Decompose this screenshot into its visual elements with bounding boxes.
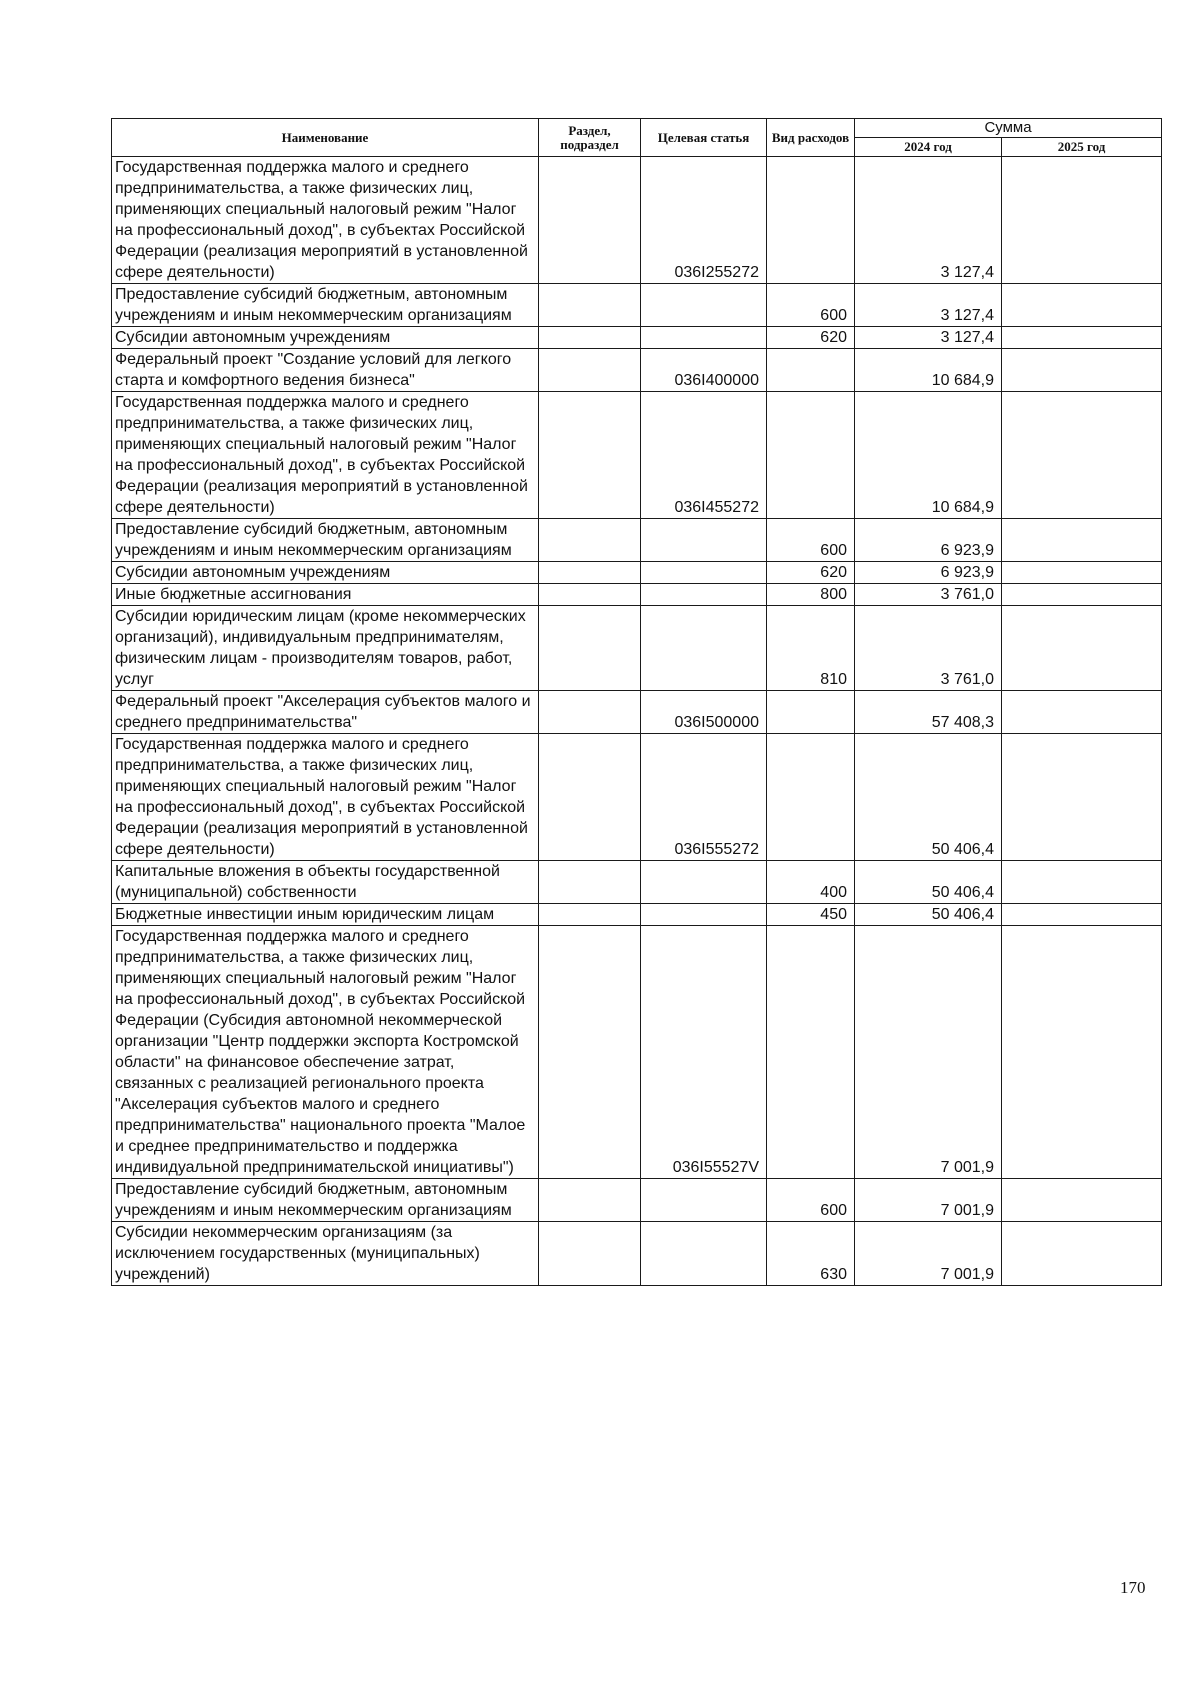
cell-section bbox=[539, 926, 641, 1179]
cell-2025 bbox=[1002, 284, 1162, 327]
cell-section bbox=[539, 584, 641, 606]
cell-2024: 3 761,0 bbox=[855, 606, 1002, 691]
cell-type: 600 bbox=[767, 1179, 855, 1222]
cell-name: Субсидии юридическим лицам (кроме некоммерческих организаций), индивидуальным предпринимателям, физическим лицам - производителям товаров, работ, услуг bbox=[112, 606, 539, 691]
table-row bbox=[112, 327, 1162, 349]
cell-2024: 7 001,9 bbox=[855, 1179, 1002, 1222]
header-year-2025: 2025 год bbox=[1002, 138, 1162, 157]
cell-2025 bbox=[1002, 1179, 1162, 1222]
table-row bbox=[112, 734, 1162, 861]
cell-type: 450 bbox=[767, 904, 855, 926]
table-row bbox=[112, 1222, 1162, 1286]
table-row bbox=[112, 904, 1162, 926]
cell-2024: 3 127,4 bbox=[855, 157, 1002, 284]
cell-type: 400 bbox=[767, 861, 855, 904]
cell-name: Государственная поддержка малого и среднего предпринимательства, а также физических лиц, применяющих специальный налоговый режим "Налог на профессиональный доход", в субъектах Российской Федерации (Субсидия автономной некоммерческой организации "Центр поддержки экспорта Костромской области" на финансовое обеспечение затрат, связанных с реализацией регионального проекта "Акселерация субъектов малого и среднего предпринимательства" национального проекта "Малое и среднее предпринимательство и поддержка индивидуальной предпринимательской инициативы") bbox=[112, 926, 539, 1179]
cell-name: Субсидии автономным учреждениям bbox=[112, 327, 539, 349]
cell-2025 bbox=[1002, 392, 1162, 519]
table-row bbox=[112, 519, 1162, 562]
cell-2024: 6 923,9 bbox=[855, 562, 1002, 584]
table-row bbox=[112, 157, 1162, 284]
cell-target bbox=[641, 562, 767, 584]
table-row bbox=[112, 284, 1162, 327]
cell-section bbox=[539, 1179, 641, 1222]
cell-2025 bbox=[1002, 584, 1162, 606]
cell-2024: 57 408,3 bbox=[855, 691, 1002, 734]
cell-2025 bbox=[1002, 157, 1162, 284]
cell-type: 620 bbox=[767, 327, 855, 349]
header-section: Раздел, подраздел bbox=[539, 119, 641, 157]
cell-2025 bbox=[1002, 327, 1162, 349]
header-name: Наименование bbox=[112, 119, 539, 157]
header-target: Целевая статья bbox=[641, 119, 767, 157]
cell-type bbox=[767, 734, 855, 861]
cell-name: Государственная поддержка малого и среднего предпринимательства, а также физических лиц, применяющих специальный налоговый режим "Налог на профессиональный доход", в субъектах Российской Федерации (реализация мероприятий в установленной сфере деятельности) bbox=[112, 157, 539, 284]
header-year-2024: 2024 год bbox=[855, 138, 1002, 157]
header-sum: Сумма bbox=[855, 119, 1162, 138]
cell-type: 810 bbox=[767, 606, 855, 691]
cell-section bbox=[539, 1222, 641, 1286]
cell-name: Бюджетные инвестиции иным юридическим лицам bbox=[112, 904, 539, 926]
cell-name: Государственная поддержка малого и среднего предпринимательства, а также физических лиц, применяющих специальный налоговый режим "Налог на профессиональный доход", в субъектах Российской Федерации (реализация мероприятий в установленной сфере деятельности) bbox=[112, 734, 539, 861]
table-row bbox=[112, 606, 1162, 691]
cell-2024: 7 001,9 bbox=[855, 1222, 1002, 1286]
cell-section bbox=[539, 904, 641, 926]
cell-target bbox=[641, 327, 767, 349]
cell-target bbox=[641, 861, 767, 904]
cell-section bbox=[539, 861, 641, 904]
cell-section bbox=[539, 606, 641, 691]
cell-2024: 7 001,9 bbox=[855, 926, 1002, 1179]
cell-type: 600 bbox=[767, 284, 855, 327]
cell-type bbox=[767, 392, 855, 519]
cell-2025 bbox=[1002, 691, 1162, 734]
cell-section bbox=[539, 519, 641, 562]
cell-2024: 50 406,4 bbox=[855, 734, 1002, 861]
cell-section bbox=[539, 349, 641, 392]
table-row bbox=[112, 926, 1162, 1179]
cell-target bbox=[641, 904, 767, 926]
cell-2024: 3 127,4 bbox=[855, 284, 1002, 327]
cell-name: Капитальные вложения в объекты государственной (муниципальной) собственности bbox=[112, 861, 539, 904]
cell-2025 bbox=[1002, 562, 1162, 584]
header-type: Вид расходов bbox=[767, 119, 855, 157]
cell-target bbox=[641, 1222, 767, 1286]
cell-2025 bbox=[1002, 861, 1162, 904]
cell-2025 bbox=[1002, 349, 1162, 392]
cell-type bbox=[767, 926, 855, 1179]
cell-2024: 50 406,4 bbox=[855, 904, 1002, 926]
cell-section bbox=[539, 157, 641, 284]
cell-name: Предоставление субсидий бюджетным, автономным учреждениям и иным некоммерческим организациям bbox=[112, 1179, 539, 1222]
cell-section bbox=[539, 734, 641, 861]
cell-type bbox=[767, 157, 855, 284]
table-row bbox=[112, 392, 1162, 519]
cell-target: 036I500000 bbox=[641, 691, 767, 734]
cell-target bbox=[641, 284, 767, 327]
cell-type bbox=[767, 349, 855, 392]
page-number: 170 bbox=[1120, 1578, 1146, 1597]
cell-section bbox=[539, 327, 641, 349]
table-row bbox=[112, 562, 1162, 584]
cell-2024: 3 127,4 bbox=[855, 327, 1002, 349]
cell-type: 620 bbox=[767, 562, 855, 584]
cell-name: Субсидии некоммерческим организациям (за исключением государственных (муниципальных) учреждений) bbox=[112, 1222, 539, 1286]
cell-2024: 50 406,4 bbox=[855, 861, 1002, 904]
cell-type bbox=[767, 691, 855, 734]
cell-target bbox=[641, 606, 767, 691]
cell-name: Предоставление субсидий бюджетным, автономным учреждениям и иным некоммерческим организациям bbox=[112, 519, 539, 562]
cell-2025 bbox=[1002, 904, 1162, 926]
cell-2024: 6 923,9 bbox=[855, 519, 1002, 562]
table-row bbox=[112, 1179, 1162, 1222]
cell-name: Субсидии автономным учреждениям bbox=[112, 562, 539, 584]
cell-2025 bbox=[1002, 1222, 1162, 1286]
cell-target: 036I400000 bbox=[641, 349, 767, 392]
cell-target: 036I255272 bbox=[641, 157, 767, 284]
cell-2025 bbox=[1002, 734, 1162, 861]
cell-section bbox=[539, 392, 641, 519]
cell-section bbox=[539, 562, 641, 584]
cell-2025 bbox=[1002, 519, 1162, 562]
table-row bbox=[112, 584, 1162, 606]
table-row bbox=[112, 691, 1162, 734]
cell-section bbox=[539, 691, 641, 734]
cell-2025 bbox=[1002, 926, 1162, 1179]
cell-type: 600 bbox=[767, 519, 855, 562]
cell-target bbox=[641, 1179, 767, 1222]
cell-name: Федеральный проект "Акселерация субъектов малого и среднего предпринимательства" bbox=[112, 691, 539, 734]
cell-target: 036I555272 bbox=[641, 734, 767, 861]
cell-name: Федеральный проект "Создание условий для легкого старта и комфортного ведения бизнеса" bbox=[112, 349, 539, 392]
table-header bbox=[112, 119, 1162, 157]
cell-target: 036I55527V bbox=[641, 926, 767, 1179]
cell-name: Иные бюджетные ассигнования bbox=[112, 584, 539, 606]
cell-2024: 10 684,9 bbox=[855, 392, 1002, 519]
cell-name: Государственная поддержка малого и среднего предпринимательства, а также физических лиц, применяющих специальный налоговый режим "Налог на профессиональный доход", в субъектах Российской Федерации (реализация мероприятий в установленной сфере деятельности) bbox=[112, 392, 539, 519]
cell-target bbox=[641, 519, 767, 562]
cell-type: 800 bbox=[767, 584, 855, 606]
cell-2024: 3 761,0 bbox=[855, 584, 1002, 606]
cell-type: 630 bbox=[767, 1222, 855, 1286]
cell-target bbox=[641, 584, 767, 606]
cell-2025 bbox=[1002, 606, 1162, 691]
cell-2024: 10 684,9 bbox=[855, 349, 1002, 392]
budget-table bbox=[111, 118, 1162, 1286]
table-body bbox=[112, 157, 1162, 1286]
table-row bbox=[112, 349, 1162, 392]
cell-section bbox=[539, 284, 641, 327]
table-row bbox=[112, 861, 1162, 904]
cell-name: Предоставление субсидий бюджетным, автономным учреждениям и иным некоммерческим организациям bbox=[112, 284, 539, 327]
cell-target: 036I455272 bbox=[641, 392, 767, 519]
